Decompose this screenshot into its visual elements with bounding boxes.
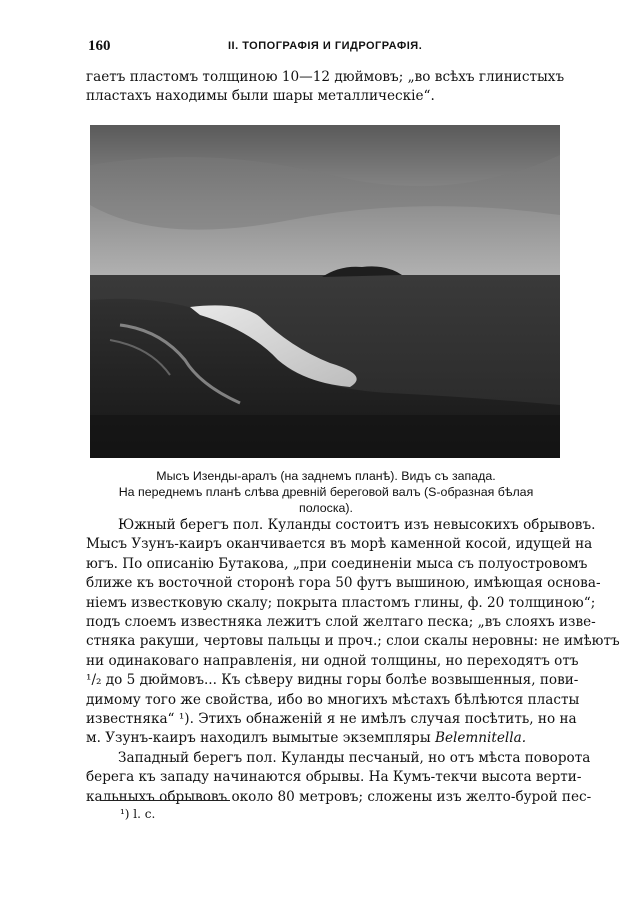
- text-line: димому того же свойства, ибо во многихъ мѣстахъ бѣлѣются пласты: [86, 691, 580, 708]
- text-line: стняка ракуши, чертовы пальцы и проч.; слои скалы неровны: не имѣютъ: [86, 633, 620, 650]
- text-line-content: м. Узунъ-каиръ находилъ вымытые экземпляры: [86, 730, 431, 747]
- footnote-rule: [100, 800, 230, 801]
- caption-line: полоска).: [299, 501, 353, 515]
- text-line: берега къ западу начинаются обрывы. На Кумъ-текчи высота верти-: [86, 769, 582, 786]
- italic-genus-name: Belemnitella.: [434, 730, 527, 747]
- text-line: известняка“ ¹). Этихъ обнаженій я не имѣлъ случая посѣтить, но на: [86, 711, 577, 728]
- intro-paragraph: [86, 68, 565, 107]
- text-line: ¹/₂ до 5 дюймовъ... Къ сѣверу видны горы болѣе возвышенныя, пови-: [86, 672, 579, 689]
- text-line: ніемъ известковую скалу; покрыта пластомъ глины, ф. 20 толщиною“;: [86, 594, 596, 611]
- text-line: кальныхъ обрывовъ около 80 метровъ; сложены изъ желто-бурой пес-: [86, 788, 592, 805]
- caption-line: Мысъ Изенды-аралъ (на заднемъ планѣ). Видъ съ запада.: [156, 469, 496, 483]
- text-line: пластахъ находимы были шары металлическіе“.: [86, 88, 435, 105]
- text-line: Западный берегъ пол. Куланды песчаный, но отъ мѣста поворота: [118, 749, 591, 766]
- text-line: ни одинаковаго направленія, ни одной толщины, но переходятъ отъ: [86, 652, 579, 669]
- text-line: [86, 729, 558, 748]
- page-number: 160: [88, 38, 111, 54]
- running-head: II. ТОПОГРАФІЯ И ГИДРОГРАФІЯ.: [228, 40, 423, 52]
- seascape-photo: [90, 125, 560, 458]
- text-line: ближе къ восточной сторонѣ гора 50 футъ вышиною, имѣющая основа-: [86, 575, 601, 592]
- text-line: Мысъ Узунъ-каиръ оканчивается въ морѣ каменной косой, идущей на: [86, 536, 593, 553]
- text-line: югъ. По описанію Бутакова, „при соединеніи мыса съ полуостровомъ: [86, 555, 588, 572]
- footnote: ¹) l. c.: [120, 807, 156, 821]
- text-line: подъ слоемъ известняка лежитъ слой желтаго песка; „въ слояхъ изве-: [86, 614, 596, 631]
- figure-caption: [100, 468, 552, 516]
- body-paragraphs: [86, 516, 620, 807]
- text-line: гаетъ пластомъ толщиною 10—12 дюймовъ; „во всѣхъ глинистыхъ: [86, 69, 565, 85]
- cape-photograph: [90, 125, 560, 458]
- caption-line: На переднемъ планѣ слѣва древній береговой валъ (S-образная бѣлая: [118, 485, 534, 499]
- text-line: Южный берегъ пол. Куланды состоитъ изъ невысокихъ обрывовъ.: [118, 517, 596, 533]
